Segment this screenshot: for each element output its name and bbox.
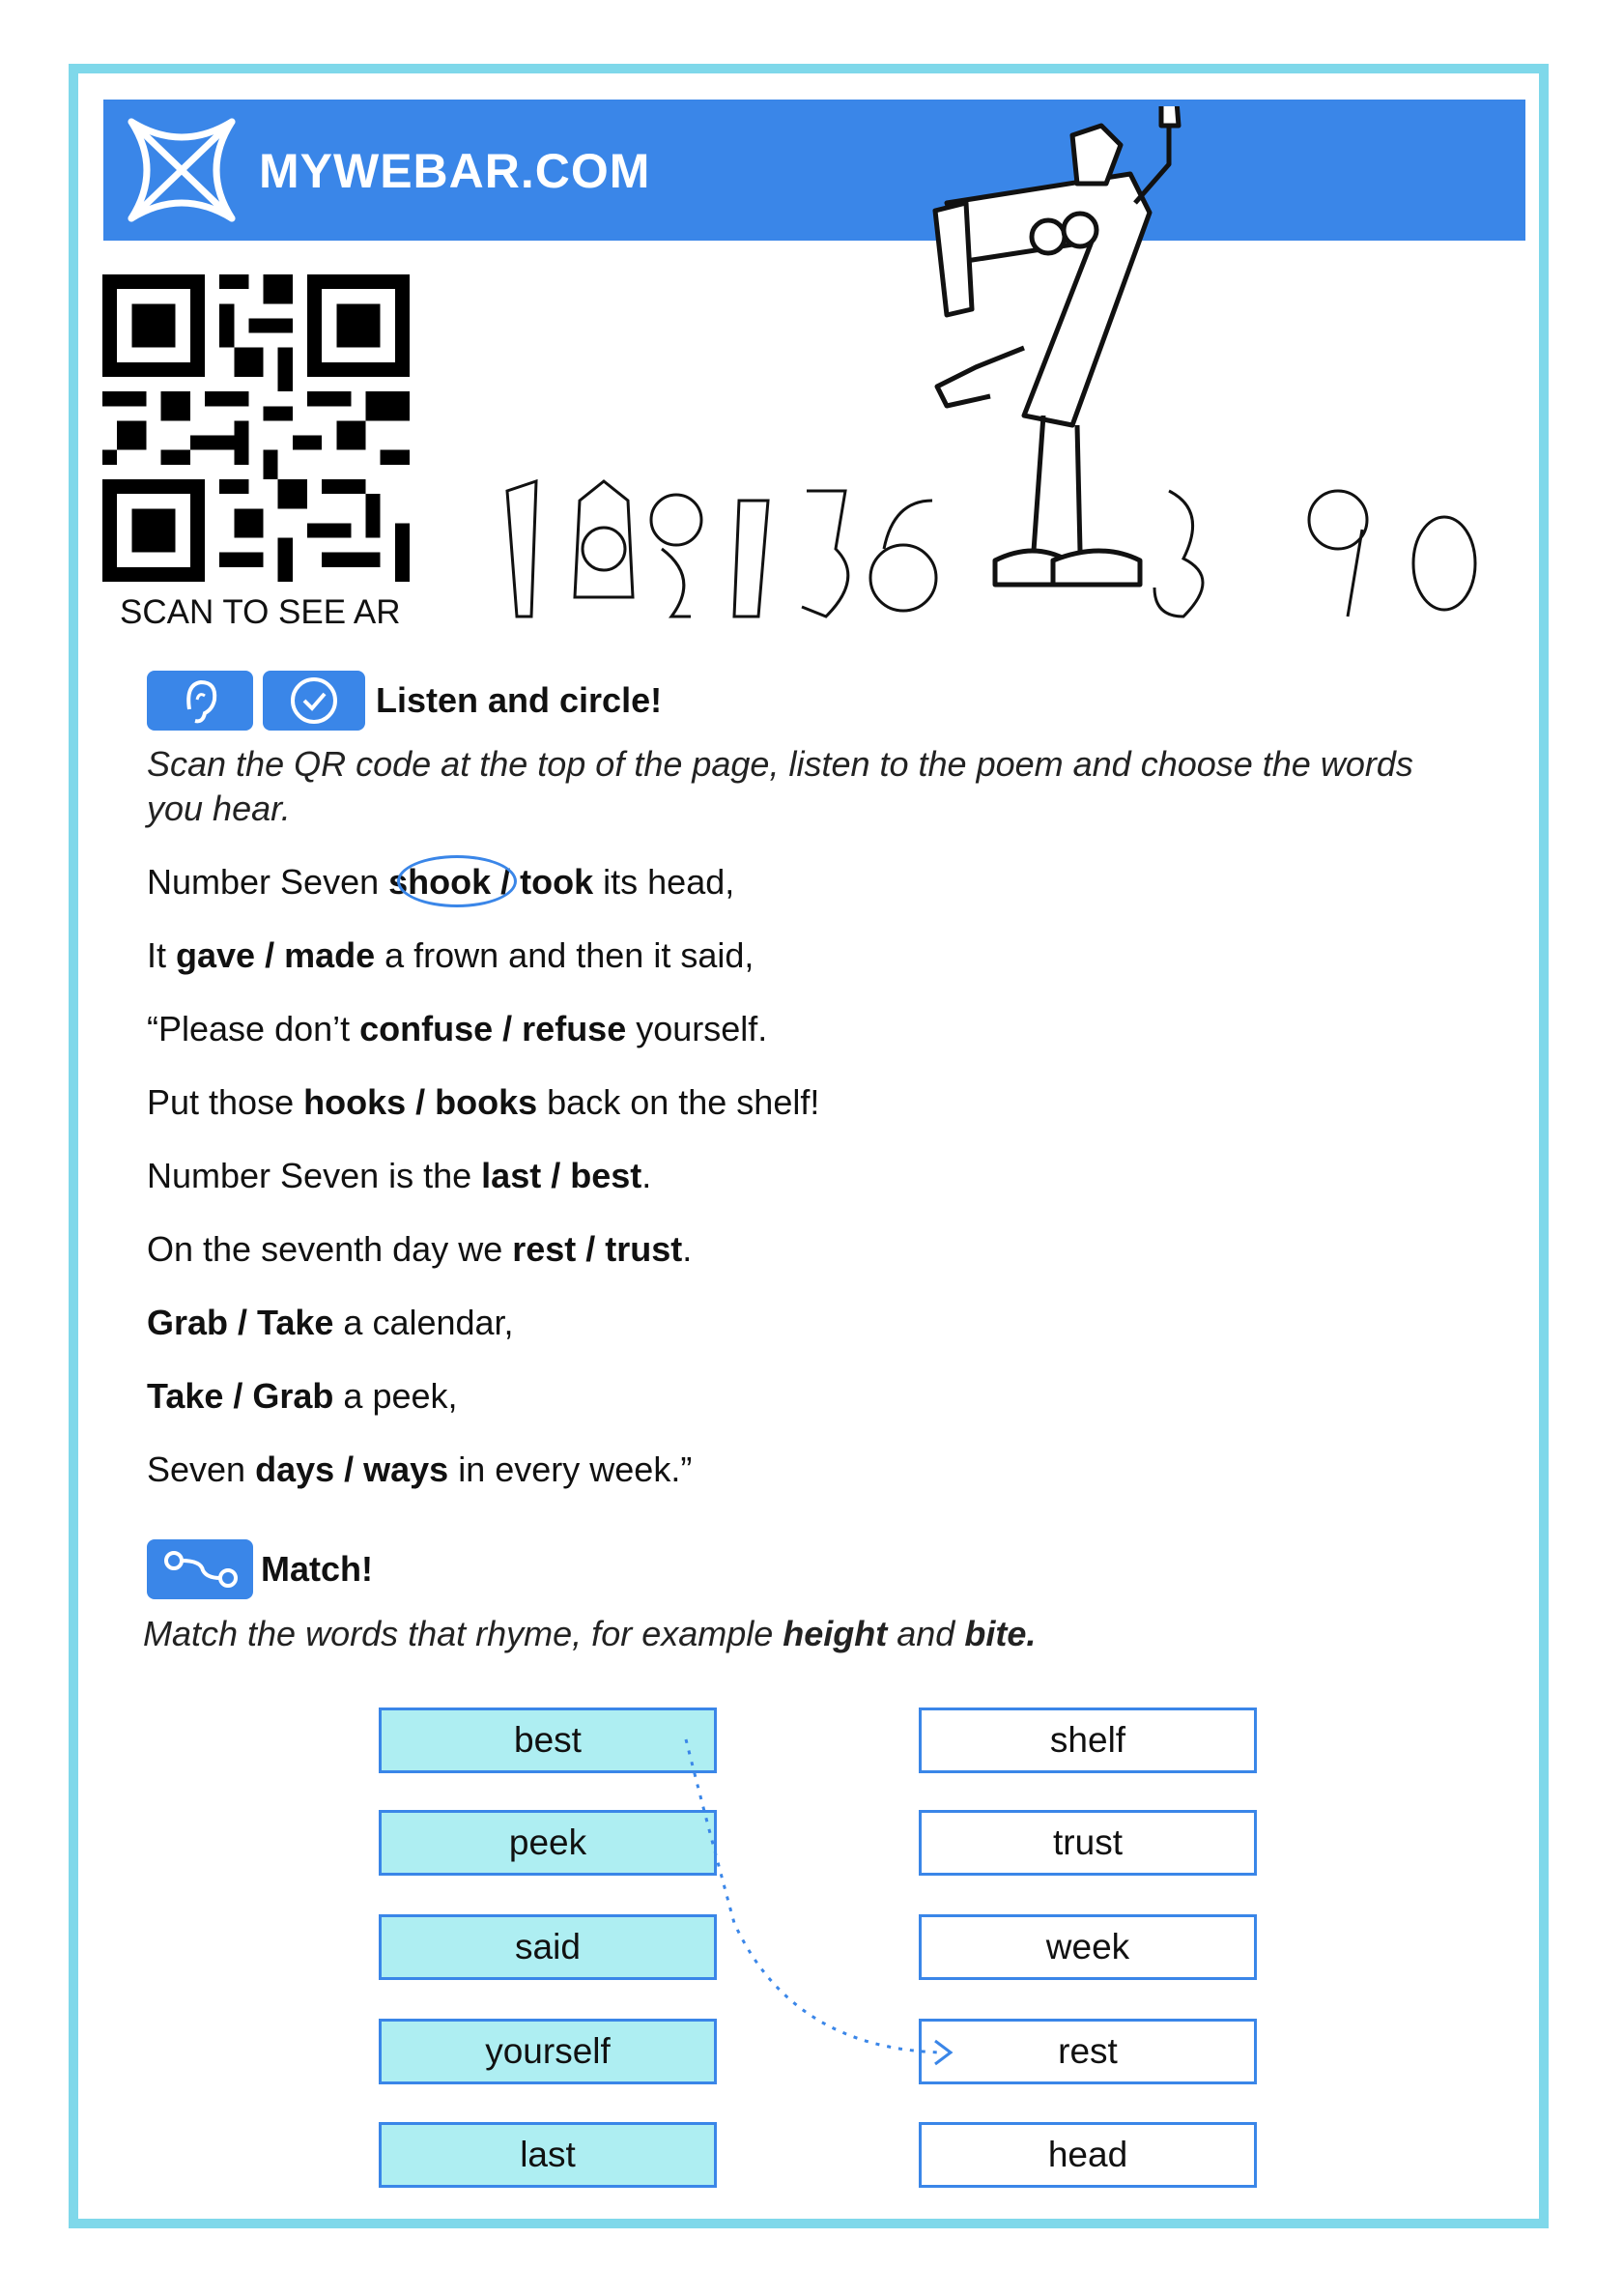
poem-text: a peek, (333, 1376, 458, 1416)
example-word-1: height (783, 1614, 888, 1653)
poem-text: . (682, 1229, 693, 1269)
example-word-2: bite (964, 1614, 1027, 1653)
listen-title: Listen and circle! (376, 680, 663, 720)
number-characters-illustration-icon (488, 472, 1522, 636)
x-logo-icon (124, 114, 240, 226)
qr-code-icon[interactable] (102, 274, 410, 582)
match-icon-button (147, 1539, 253, 1599)
match-instruction-text: Match the words that rhyme, for example (143, 1614, 783, 1653)
poem-text: . (641, 1156, 652, 1195)
scan-label: SCAN TO SEE AR (120, 593, 401, 631)
poem-text: It (147, 935, 177, 975)
word-choice[interactable]: confuse / refuse (359, 1009, 627, 1048)
match-word-right[interactable]: shelf (919, 1708, 1257, 1773)
word-choice[interactable]: Take / Grab (147, 1376, 334, 1416)
check-circle-icon (263, 671, 365, 731)
poem-line (147, 1376, 458, 1417)
poem-text: a frown and then it said, (375, 935, 755, 975)
match-word-right[interactable]: week (919, 1914, 1257, 1980)
poem-line (147, 1449, 692, 1490)
word-choice[interactable]: gave / made (176, 935, 376, 975)
match-word-right[interactable]: head (919, 2122, 1257, 2188)
match-word-left[interactable]: peek (379, 1810, 717, 1876)
match-connector-icon (147, 1539, 253, 1599)
word-choice[interactable]: days / ways (255, 1449, 449, 1489)
match-instruction-and: and (887, 1614, 965, 1653)
poem-text: “Please don’t (147, 1009, 360, 1048)
match-instruction (143, 1612, 1428, 1656)
poem-line (147, 935, 754, 976)
word-choice[interactable]: shook / took (388, 862, 594, 902)
match-title: Match! (261, 1549, 373, 1589)
poem-line (147, 1009, 767, 1049)
poem-text: back on the shelf! (537, 1082, 820, 1122)
poem-text: Seven (147, 1449, 256, 1489)
poem-text: yourself. (626, 1009, 768, 1048)
match-word-left[interactable]: yourself (379, 2019, 717, 2084)
poem-text: a calendar, (333, 1303, 514, 1342)
match-word-right[interactable]: trust (919, 1810, 1257, 1876)
match-word-left[interactable]: said (379, 1914, 717, 1980)
poem-text: On the seventh day we (147, 1229, 513, 1269)
word-choice[interactable]: rest / trust (512, 1229, 683, 1269)
check-icon-button (263, 671, 365, 731)
poem-text: its head, (593, 862, 735, 902)
poem-text: in every week.” (448, 1449, 693, 1489)
poem-line (147, 1082, 819, 1123)
match-word-left[interactable]: best (379, 1708, 717, 1773)
poem-text: Number Seven is the (147, 1156, 482, 1195)
word-choice[interactable]: hooks / books (303, 1082, 538, 1122)
word-choice[interactable]: last / best (481, 1156, 642, 1195)
match-word-right[interactable]: rest (919, 2019, 1257, 2084)
poem-line (147, 1156, 651, 1196)
brand-name[interactable]: MYWEBAR.COM (259, 144, 651, 198)
poem-line (147, 1229, 692, 1270)
word-choice[interactable]: Grab / Take (147, 1303, 334, 1342)
poem-text: Number Seven (147, 862, 389, 902)
poem-text: Put those (147, 1082, 304, 1122)
match-instruction-end: . (1026, 1614, 1037, 1653)
poem-line (147, 1303, 514, 1343)
ear-icon-button (147, 671, 253, 731)
listen-instruction: Scan the QR code at the top of the page, listen to the poem and choose the words you hear. (147, 744, 1413, 828)
answer-circle (397, 855, 517, 907)
ear-icon (147, 671, 253, 731)
match-word-left[interactable]: last (379, 2122, 717, 2188)
